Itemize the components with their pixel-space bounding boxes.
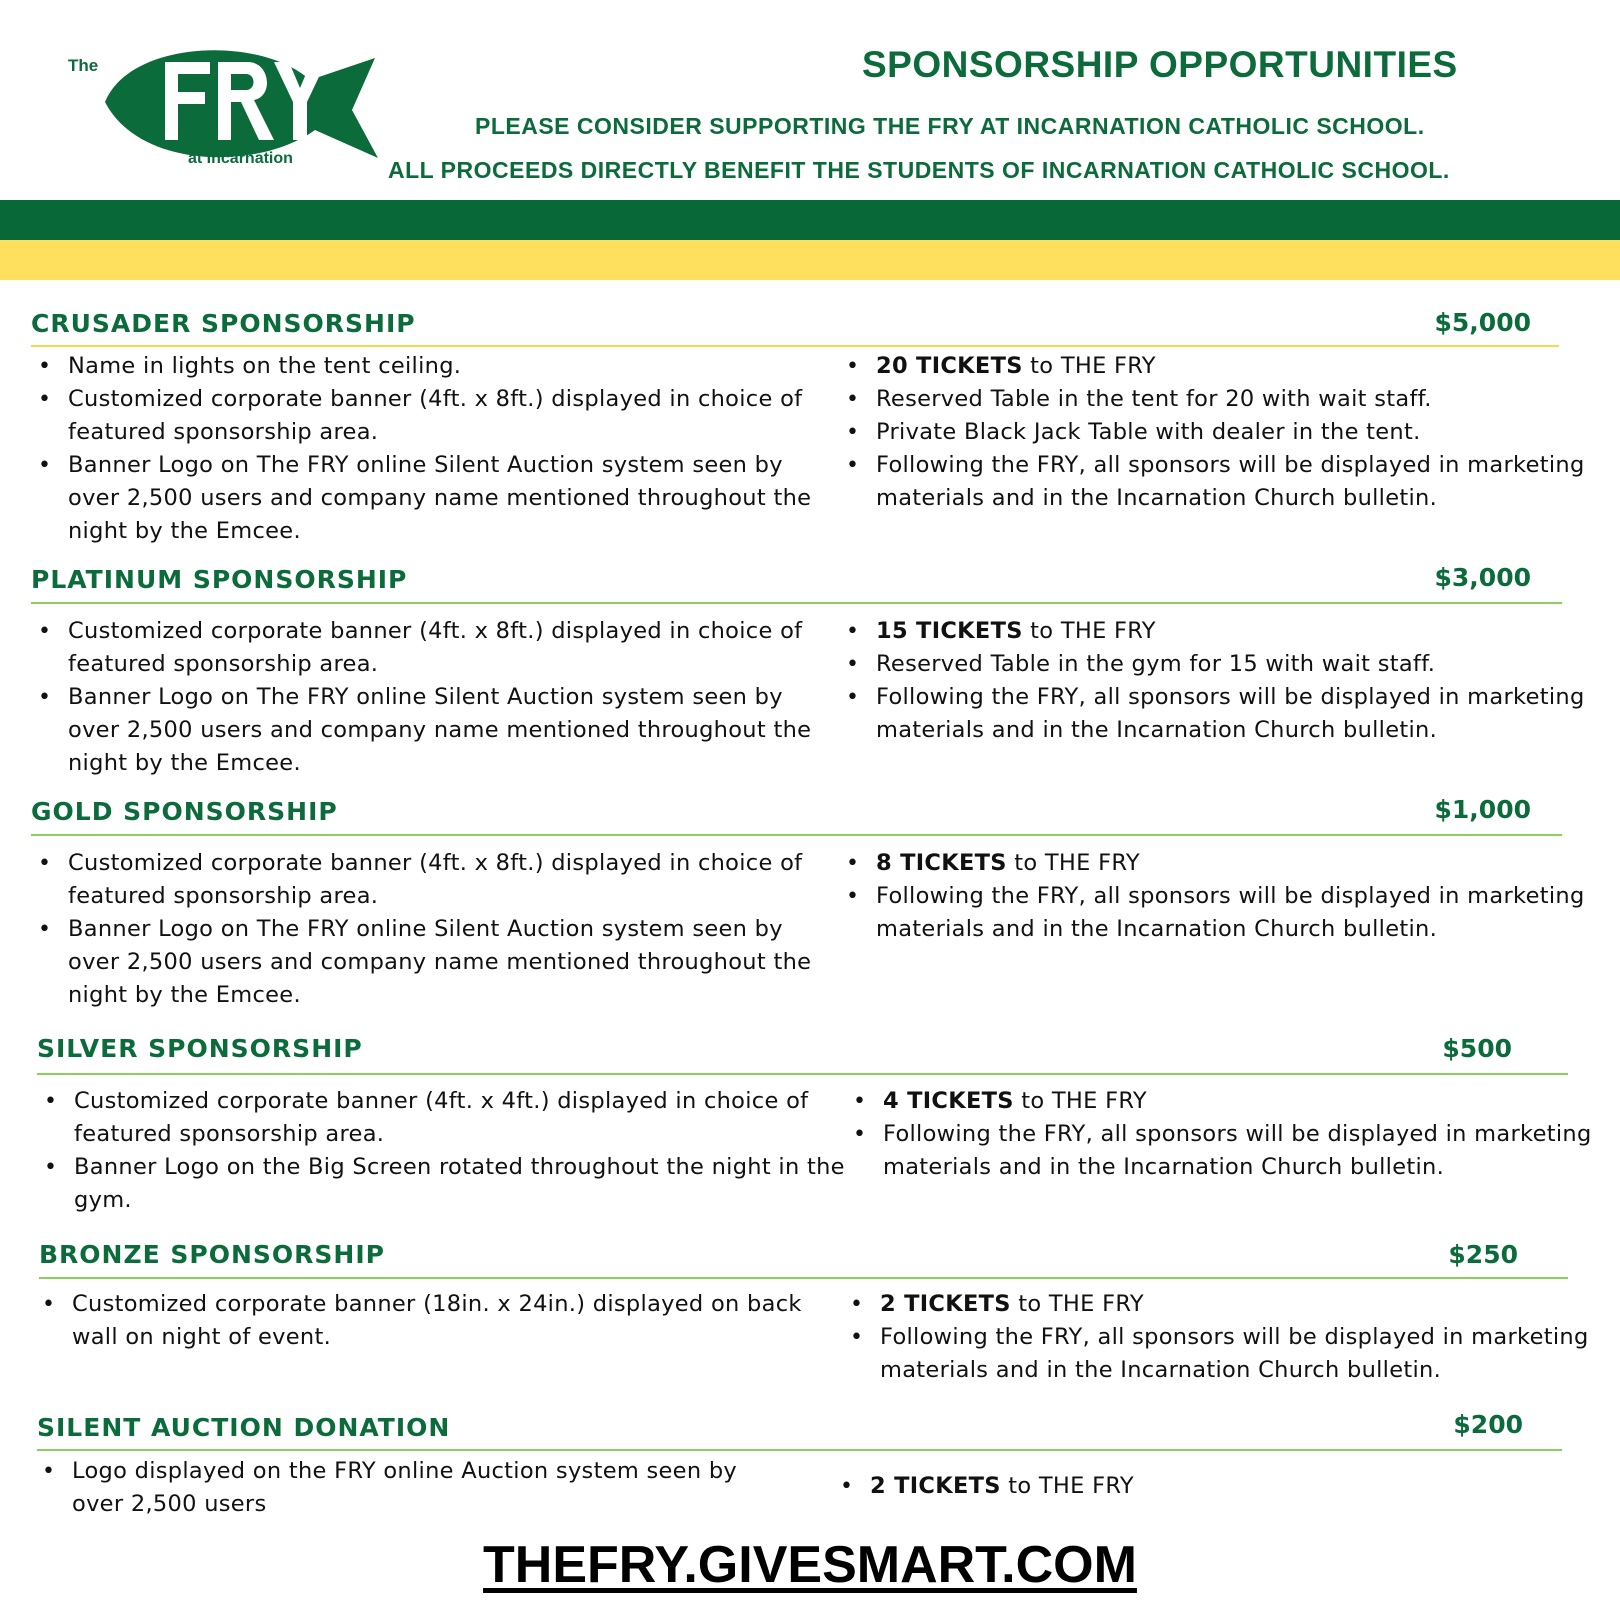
- list-item: [838, 847, 1618, 880]
- tickets-text: to THE FRY: [1010, 1291, 1144, 1317]
- tier-title-gold: GOLD SPONSORSHIP: [31, 797, 338, 826]
- tickets-count: 4 TICKETS: [883, 1088, 1014, 1114]
- tickets-text: to THE FRY: [1000, 1473, 1134, 1499]
- header-line-2: ALL PROCEEDS DIRECTLY BENEFIT THE STUDENTS OF INCARNATION CATHOLIC SCHOOL.: [388, 157, 1450, 183]
- section-rule: [39, 1277, 1568, 1279]
- header-line-1: PLEASE CONSIDER SUPPORTING THE FRY AT INCARNATION CATHOLIC SCHOOL.: [475, 113, 1425, 139]
- tier-price-gold: $1,000: [1434, 795, 1531, 824]
- tickets-count: 20 TICKETS: [876, 353, 1023, 379]
- list-item: • Banner Logo on The FRY online Silent Auction system seen by over 2,500 users and company name mentioned throughout the night by the Emcee.: [30, 449, 840, 548]
- list-item: • Customized corporate banner (4ft. x 8ft.) displayed in choice of featured sponsorship area.: [30, 615, 840, 681]
- gold-right-list: [838, 847, 1618, 946]
- list-item: • Banner Logo on The FRY online Silent Auction system seen by over 2,500 users and company name mentioned throughout the night by the Emcee.: [30, 681, 840, 780]
- list-item: • Customized corporate banner (4ft. x 8ft.) displayed in choice of featured sponsorship area.: [30, 847, 840, 913]
- tier-title-crusader: CRUSADER SPONSORSHIP: [31, 309, 416, 338]
- tickets-count: 8 TICKETS: [876, 850, 1007, 876]
- tier-title-silver: SILVER SPONSORSHIP: [37, 1034, 363, 1063]
- list-item: • Reserved Table in the tent for 20 with wait staff.: [838, 383, 1618, 416]
- silent-auction-right-list: [832, 1470, 1532, 1503]
- list-item: [832, 1470, 1532, 1503]
- list-item: • Logo displayed on the FRY online Auction system seen by over 2,500 users: [34, 1455, 774, 1521]
- silver-left-list: [36, 1085, 846, 1217]
- crusader-left-list: [30, 350, 840, 548]
- list-item: • Following the FRY, all sponsors will be displayed in marketing materials and in the Incarnation Church bulletin.: [842, 1321, 1620, 1387]
- platinum-right-list: [838, 615, 1618, 747]
- list-item: • Following the FRY, all sponsors will be displayed in marketing materials and in the Incarnation Church bulletin.: [838, 449, 1618, 515]
- list-item: [842, 1288, 1620, 1321]
- section-rule: [31, 834, 1562, 836]
- tier-title-silent-auction: SILENT AUCTION DONATION: [37, 1413, 451, 1442]
- tier-price-crusader: $5,000: [1434, 308, 1531, 337]
- website-link[interactable]: THEFRY.GIVESMART.COM: [483, 1536, 1137, 1594]
- list-item: • Following the FRY, all sponsors will be displayed in marketing materials and in the Incarnation Church bulletin.: [838, 880, 1618, 946]
- tier-title-platinum: PLATINUM SPONSORSHIP: [31, 565, 408, 594]
- tickets-text: to THE FRY: [1022, 618, 1156, 644]
- section-rule: [31, 345, 1559, 347]
- list-item: [845, 1085, 1620, 1118]
- list-item: • Following the FRY, all sponsors will be displayed in marketing materials and in the Incarnation Church bulletin.: [838, 681, 1618, 747]
- bronze-left-list: [34, 1288, 844, 1354]
- gold-left-list: [30, 847, 840, 1012]
- list-item: • Reserved Table in the gym for 15 with wait staff.: [838, 648, 1618, 681]
- crusader-right-list: [838, 350, 1618, 515]
- tier-price-platinum: $3,000: [1434, 563, 1531, 592]
- section-rule: [31, 602, 1562, 604]
- silver-right-list: [845, 1085, 1620, 1184]
- silent-auction-left-list: [34, 1455, 774, 1521]
- platinum-left-list: [30, 615, 840, 780]
- list-item: [838, 615, 1618, 648]
- tickets-count: 2 TICKETS: [870, 1473, 1001, 1499]
- tier-price-bronze: $250: [1448, 1240, 1518, 1269]
- list-item: • Banner Logo on the Big Screen rotated throughout the night in the gym.: [36, 1151, 846, 1217]
- logo-the: The: [68, 56, 99, 75]
- list-item: • Name in lights on the tent ceiling.: [30, 350, 840, 383]
- list-item: • Customized corporate banner (4ft. x 8ft.) displayed in choice of featured sponsorship area.: [30, 383, 840, 449]
- tier-price-silent-auction: $200: [1453, 1410, 1523, 1439]
- list-item: [838, 350, 1618, 383]
- list-item: • Following the FRY, all sponsors will be displayed in marketing materials and in the Incarnation Church bulletin.: [845, 1118, 1620, 1184]
- section-rule: [37, 1449, 1562, 1451]
- tickets-count: 2 TICKETS: [880, 1291, 1011, 1317]
- fry-logo: [60, 30, 390, 180]
- tickets-text: to THE FRY: [1013, 1088, 1147, 1114]
- footer: [0, 1535, 1620, 1595]
- tier-price-silver: $500: [1442, 1034, 1512, 1063]
- tier-title-bronze: BRONZE SPONSORSHIP: [39, 1240, 385, 1269]
- tickets-count: 15 TICKETS: [876, 618, 1023, 644]
- list-item: • Private Black Jack Table with dealer in the tent.: [838, 416, 1618, 449]
- green-band: [0, 200, 1620, 240]
- bronze-right-list: [842, 1288, 1620, 1387]
- list-item: • Customized corporate banner (18in. x 24in.) displayed on back wall on night of event.: [34, 1288, 844, 1354]
- section-rule: [37, 1073, 1568, 1075]
- tickets-text: to THE FRY: [1006, 850, 1140, 876]
- list-item: • Customized corporate banner (4ft. x 4ft.) displayed in choice of featured sponsorship area.: [36, 1085, 846, 1151]
- list-item: • Banner Logo on The FRY online Silent Auction system seen by over 2,500 users and company name mentioned throughout the night by the Emcee.: [30, 913, 840, 1012]
- yellow-band: [0, 240, 1620, 280]
- page-title: SPONSORSHIP OPPORTUNITIES: [862, 44, 1458, 85]
- tickets-text: to THE FRY: [1022, 353, 1156, 379]
- logo-subtitle: at Incarnation: [188, 150, 293, 167]
- header: [0, 0, 1620, 200]
